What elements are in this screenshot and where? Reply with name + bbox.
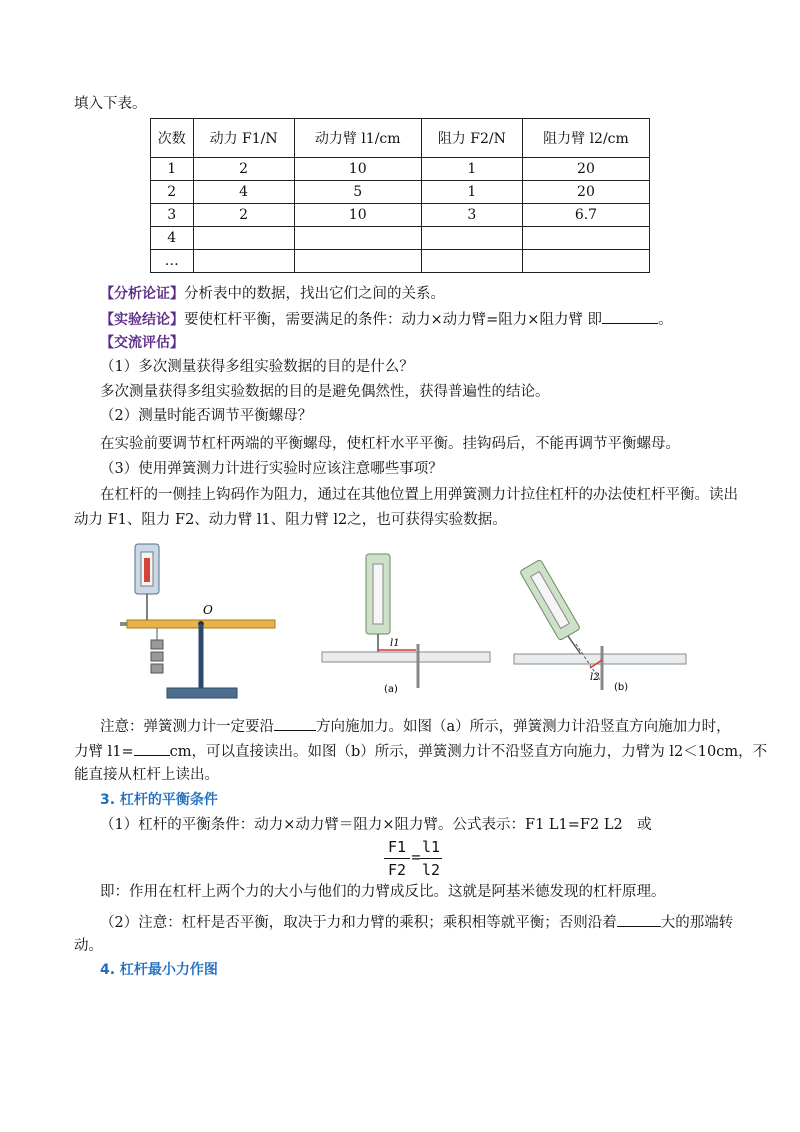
answer-blank[interactable] (274, 716, 316, 731)
table-row (151, 204, 650, 227)
question-3: （3）使用弹簧测力计进行实验时应该注意哪些事项？ (100, 461, 443, 477)
table-cell: 2 (193, 158, 294, 181)
weight-block (151, 640, 163, 649)
table-header-row (151, 119, 650, 158)
table-cell: … (151, 250, 194, 273)
table-header-cell: 次数 (151, 119, 194, 158)
stand-base (167, 688, 237, 698)
section-3-p1: （1）杠杆的平衡条件：动力×动力臂＝阻力×阻力臂。公式表示：F1 L1=F2 L2 或 (100, 817, 652, 833)
analysis-label: 【分析论证】 (100, 286, 184, 302)
spring-scale-indicator (144, 558, 150, 582)
table-cell: 1 (421, 158, 522, 181)
table-header-cell: 动力臂 l1/cm (294, 119, 421, 158)
table-cell: 2 (193, 204, 294, 227)
table-cell (193, 250, 294, 273)
table-cell (522, 250, 649, 273)
table-cell: 4 (193, 181, 294, 204)
table-header-cell: 阻力臂 l2/cm (522, 119, 649, 158)
evaluation-heading (100, 333, 184, 353)
note-text: 注意：弹簧测力计一定要沿 (100, 719, 274, 735)
note-text: 方向施加力。如图（a）所示，弹簧测力计沿竖直方向施加力时， (316, 719, 731, 735)
table-row (151, 181, 650, 204)
section-3-p2: 即：作用在杠杆上两个力的大小与他们的力臂成反比。这就是阿基米德发现的杠杆原理。 (100, 884, 666, 900)
table-row (151, 250, 650, 273)
ruler-lever (514, 654, 686, 664)
figure-a-label: (a) (384, 684, 398, 695)
fraction-numerator: l1 (421, 838, 441, 856)
table-cell: 1 (421, 181, 522, 204)
figure-b-label: (b) (614, 682, 629, 693)
table-cell (421, 250, 522, 273)
spring-scale-window (373, 564, 383, 624)
weight-block (151, 652, 163, 661)
analysis-text: 分析表中的数据，找出它们之间的关系。 (184, 286, 445, 302)
ruler-lever (322, 652, 490, 662)
answer-2: 在实验前要调节杠杆两端的平衡螺母，使杠杆水平平衡。挂钩码后，不能再调节平衡螺母。 (100, 436, 680, 452)
note-text: cm，可以直接读出。如图（b）所示，弹簧测力计不沿竖直方向施力，力臂为 l2＜10cm，不 (169, 744, 768, 760)
table-cell (421, 227, 522, 250)
fraction-bar (420, 858, 442, 859)
weight-block (151, 664, 163, 673)
answer-3-line1: 在杠杆的一侧挂上钩码作为阻力，通过在其他位置上用弹簧测力计拉住杠杆的办法使杠杆平衡。读出 (100, 487, 738, 503)
fraction-bar (384, 858, 410, 859)
note-text: 大的那端转 (660, 915, 734, 931)
table-cell: 3 (421, 204, 522, 227)
note-line-3: 能直接从杠杆上读出。 (74, 767, 219, 783)
answer-blank[interactable] (617, 912, 661, 927)
evaluation-label: 【交流评估】 (100, 335, 184, 351)
table-cell (193, 227, 294, 250)
section-3-heading: 3. 杠杆的平衡条件 (100, 792, 218, 808)
intro-text: 填入下表。 (74, 96, 147, 112)
figure-a (318, 548, 494, 700)
section-3-p3-line2: 动。 (74, 938, 103, 954)
question-2: （2）测量时能否调节平衡螺母？ (100, 408, 313, 424)
question-1: （1）多次测量获得多组实验数据的目的是什么？ (100, 359, 414, 375)
answer-3-line2: 动力 F1、阻力 F2、动力臂 l1、阻力臂 l2之，也可获得实验数据。 (74, 512, 507, 528)
conclusion-paragraph (100, 309, 673, 330)
answer-blank[interactable] (602, 309, 658, 324)
table-cell: 10 (294, 204, 421, 227)
note-line-2 (74, 741, 767, 762)
table-cell: 10 (294, 158, 421, 181)
table-cell: 6.7 (522, 204, 649, 227)
fraction-denominator: l2 (421, 861, 441, 879)
note-line-1 (100, 716, 731, 737)
table-cell: 3 (151, 204, 194, 227)
table-cell (294, 227, 421, 250)
pivot-label: O (203, 603, 213, 617)
data-table (150, 118, 650, 273)
figure-b (510, 560, 690, 700)
table-cell (294, 250, 421, 273)
l1-label: l1 (390, 638, 400, 649)
answer-blank[interactable] (134, 741, 170, 756)
conclusion-text: 要使杠杆平衡，需要满足的条件：动力×动力臂=阻力×阻力臂 即 (184, 312, 603, 328)
l2-label: l2 (590, 672, 600, 683)
table-row (151, 158, 650, 181)
fraction-left (384, 838, 410, 879)
section-4-heading: 4. 杠杆最小力作图 (100, 962, 218, 978)
fraction-numerator: F1 (387, 838, 407, 856)
scale-hook (568, 636, 582, 656)
note-text: 力臂 l1= (74, 744, 134, 760)
conclusion-end: 。 (658, 312, 673, 328)
answer-1: 多次测量获得多组实验数据的目的是避免偶然性，获得普遍性的结论。 (100, 384, 550, 400)
fraction-right (420, 838, 442, 879)
table-cell (522, 227, 649, 250)
tilted-spring-scale (520, 560, 581, 641)
table-cell: 4 (151, 227, 194, 250)
conclusion-label: 【实验结论】 (100, 312, 184, 328)
analysis-paragraph (100, 284, 445, 304)
table-cell: 5 (294, 181, 421, 204)
table-cell: 20 (522, 181, 649, 204)
table-header-cell: 动力 F1/N (193, 119, 294, 158)
table-cell: 1 (151, 158, 194, 181)
table-cell: 20 (522, 158, 649, 181)
lever-stand-figure (115, 540, 285, 705)
section-3-p3 (100, 912, 733, 933)
table-header-cell: 阻力 F2/N (421, 119, 522, 158)
fraction-denominator: F2 (387, 861, 407, 879)
table-row (151, 227, 650, 250)
table-cell: 2 (151, 181, 194, 204)
note-text: （2）注意：杠杆是否平衡，取决于力和力臂的乘积；乘积相等就平衡；否则沿着 (100, 915, 617, 931)
fraction-equals: = (411, 848, 421, 866)
